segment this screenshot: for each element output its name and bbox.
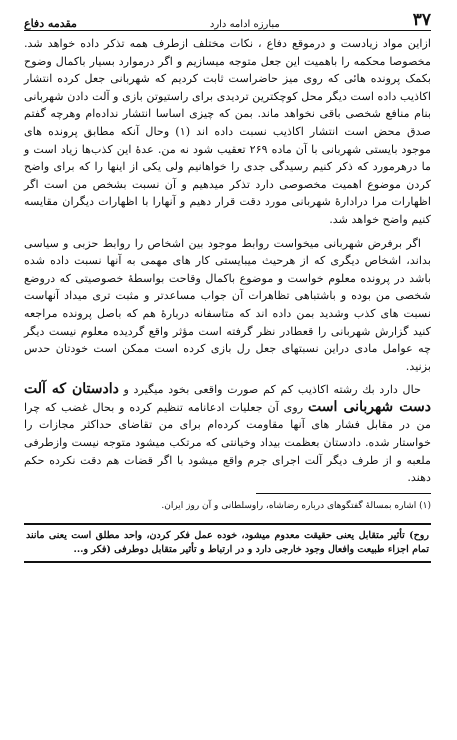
paragraph-3-lead: حال دارد بك رشته اكاذیب کم کم صورت واقعی بخود میگیرد و — [123, 383, 421, 397]
running-header — [24, 8, 431, 31]
header-left-title: مقدمه دفاع — [24, 17, 77, 30]
bottom-note: روح) تأثیر متقابل یعنی حقیقت معدوم میشود، خوده عمل فکر کردن، واحد مطلق است یعنی مانند تمام اجزاء طبیعت وافعال وجود خارجی دارد و در ارتباط و تأثیر متقابل دوطرفی (فکر و... — [24, 523, 431, 563]
paragraph-3-bold: دادستان که آلت دست شهربانی است — [24, 381, 431, 415]
paragraph-3-rest: روی آن جعلیات ادعانامه تنظیم کرده و بحال غضب که چرا من در مقابل فشار های آنها مقاومت کرده‌ام برای من تقاضای حداکثر مجازات را خواستار شده. دادستان بعظمت بیداد وخیانتی که مرتکب میشود متوجه نیست وازطرفی ملعبه و از طرف دیگر آلت اجرای جرم واقع میشود با اگر قضات هم دقت نکرده حکم دهند. — [24, 400, 431, 485]
paragraph-1: ازاین مواد زیادست و درموقع دفاع ، نکات مختلف ازطرف همه تذکر داده خواهد شد. مخصوصا محکمه را باهمیت این جعل متوجه میسازیم و اگر درموارد بسیار باکمال وضوح بکمک پرونده هائی که روی میز حاضراست ثابت کردیم که شهربانی جعل کرده انتشار اکاذیب داده است دیگر محل کوچکترین تردیدی برای راستیوتن بازی و آلت دادن شهربانی بنام منافع شخصی باقی نخواهد ماند. بمن که چیزی اساسا انتشار نداده‌ام وهرچه گفتم صدق محض است انتشار اکاذیب نسبت داده اند (۱) وحال آنکه مطابق پرونده های موجود بایستی شهربانی با آن ماده ۲۶۹ تعقیب شود نه من. عدهٔ این کذب‌ها زیاد است و ما درهرمورد که ذکر کنیم رسیدگی جدی را خواهانیم ولی یکی از اینها را که برای واضح کردن موضوع اهمیت مخصوصی دارد تذکر میدهیم و آن نسبت بشخص من است اگر اظهارات مرا درادارهٔ شهربانی مورد دقت قرار دهیم و آنهارا با اظهارات دیگران مقایسه کنیم واضح خواهد شد. — [24, 37, 431, 226]
page-number: ٣٧ — [412, 10, 431, 30]
footnote: (۱) اشاره بمسالهٔ گفتگوهای درباره رضاشاه، راوسلطانی و آن روز ایران. — [161, 500, 431, 511]
footnote-rule — [256, 493, 431, 494]
paragraph-2: اگر برفرض شهربانی میخواست روابط موجود بین اشخاص را روابط حزبی و سیاسی بداند، اشخاص دیگری که از هرحیث میبایستی کار های مهمی به آنها نسبت داده شده باشد در پرونده معلوم خواست و موضوع باکمال وقاحت بواسطهٔ خصوصیتی که دروضع شخصی من بوده و باشتباهی تظاهرات آن جواب مساعدتر و مثبت تری میداد آنهاست نسبت های کذب وشدید بمن داده اند که متاسفانه دربارهٔ هم که باصل پرونده مراجعه کنید گزارش شهربانی را قعطادر نظر گرفته است مؤثر واقع گردیده معلوم نیست دیگر چه عوامل مادی دراین نسبتهای جعل رل بازی کرده است ممکن است خودتان حدس بزنید. — [24, 236, 431, 373]
header-center-title: مبارزه ادامه دارد — [209, 19, 280, 30]
paragraph-3 — [24, 381, 431, 487]
